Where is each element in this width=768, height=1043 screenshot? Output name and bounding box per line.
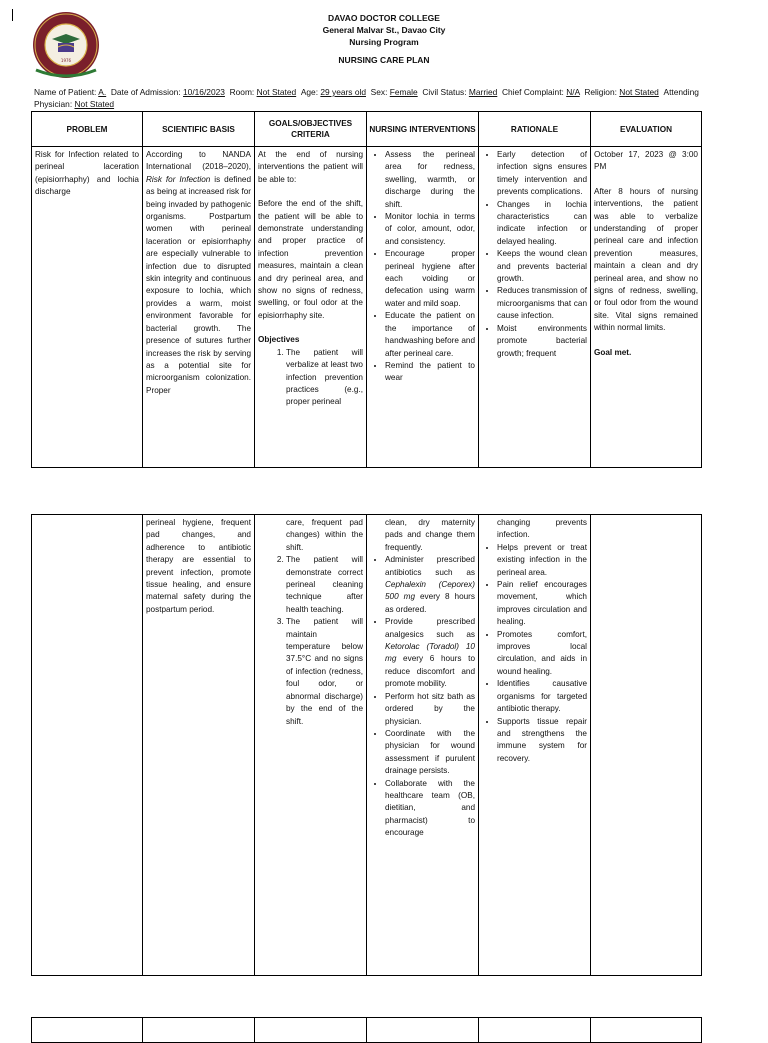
college-address: General Malvar St., Davao City [322, 25, 446, 35]
evaluation-text: After 8 hours of nursing interventions, the patient was able to verbalize understanding of proper perineal care and infection prevention measures, maintain a clean and dry perineal area, and show no signs of redness, swelling, or foul odor from the wound site. Vital signs remained within normal limits. [594, 186, 698, 333]
objective-3: 3. The patient will maintain temperature below 37.5°C and no signs of infection (redness, foul odor, or abnormal discharge) by the end of the shift. [286, 616, 363, 728]
evaluation-cell-cont [591, 515, 702, 976]
table-row [32, 147, 702, 468]
document-header [0, 12, 768, 66]
col-rationale: RATIONALE [479, 112, 591, 147]
care-plan-table-page3 [31, 1017, 702, 1043]
interventions-cell-cont [367, 515, 479, 976]
list-item: • Reduces transmission of microorganisms that can cause infection. [497, 285, 587, 322]
objective-2: 2. The patient will demonstrate correct perineal cleaning technique after health teaching. [286, 554, 363, 616]
complaint-label: Chief Complaint: [501, 87, 564, 97]
room-value: Not Stated [256, 87, 297, 97]
document-title: NURSING CARE PLAN [338, 55, 430, 65]
objective-1-cont: care, frequent pad changes) within the shift. [286, 518, 363, 552]
drug-name: Ketorolac (Toradol) 10 mg [385, 642, 475, 664]
list-item: • Moist environments promote bacterial growth; frequent [497, 323, 587, 360]
complaint-value: N/A [566, 87, 580, 97]
objectives-label: Objectives [258, 335, 300, 345]
program-name: Nursing Program [349, 37, 419, 47]
civil-status-value: Married [468, 87, 498, 97]
physician-value: Not Stated [74, 99, 115, 109]
basis-cell [143, 147, 255, 468]
list-item: • Early detection of infection signs ensures timely intervention and prevents complications. [497, 149, 587, 199]
table-header-row [32, 112, 702, 147]
list-item: • Identifies causative organisms for targeted antibiotic therapy. [497, 678, 587, 715]
intervention-text: Provide prescribed analgesics such as [385, 617, 475, 639]
list-item: • Pain relief encourages movement, which improves circulation and healing. [497, 579, 587, 629]
goal-main: Before the end of the shift, the patient will be able to demonstrate understanding and proper practice of infection prevention measures, maintain a clean and dry perineal area, and show no signs of redness, swelling, or foul odor at the episiorrhaphy site. [258, 199, 363, 320]
basis-italic: Risk for Infection [146, 174, 211, 184]
empty-cell [143, 1018, 255, 1043]
empty-cell [479, 1018, 591, 1043]
evaluation-cell [591, 147, 702, 468]
goal-intro: At the end of nursing interventions the patient will be able to: [258, 150, 363, 184]
list-item: • Coordinate with the physician for wound assessment if purulent drainage persists. [385, 728, 475, 778]
care-plan-table-page1 [31, 111, 702, 468]
intervention-text: every 8 hours as ordered. [385, 592, 475, 614]
care-plan-table-page2 [31, 514, 702, 976]
list-item: • Encourage proper perineal hygiene after each voiding or defecation using warm water and mild soap. [385, 248, 475, 310]
basis-text: According to NANDA International (2018–2020), [146, 150, 251, 172]
empty-cell [32, 1018, 143, 1043]
intervention-text: Administer prescribed antibiotics such as [385, 555, 475, 577]
age-label: Age: [300, 87, 319, 97]
list-item: • Supports tissue repair and strengthens the immune system for recovery. [497, 716, 587, 766]
col-evaluation: EVALUATION [591, 112, 702, 147]
table-row [32, 1018, 702, 1043]
name-label: Name of Patient: [34, 87, 97, 97]
list-item: • Perform hot sitz bath as ordered by the physician. [385, 691, 475, 728]
room-label: Room: [229, 87, 255, 97]
list-item [385, 616, 475, 690]
admission-date: 10/16/2023 [183, 87, 225, 97]
basis-cell-cont [143, 515, 255, 976]
list-item: • Monitor lochia in terms of color, amount, odor, and consistency. [385, 211, 475, 248]
basis-text-cont: perineal hygiene, frequent pad changes, and adherence to antibiotic therapy are essential to prevent infection, promote tissue healing, and ensure maternal safety during the postpartum period. [146, 518, 251, 614]
evaluation-date: October 17, 2023 @ 3:00 PM [594, 150, 698, 172]
rationale-cell-cont [479, 515, 591, 976]
list-item [385, 554, 475, 616]
problem-cell-cont [32, 515, 143, 976]
list-item: • Assess the perineal area for redness, swelling, warmth, or discharge during the shift. [385, 149, 475, 211]
sex-value: Female [389, 87, 418, 97]
problem-text: Risk for Infection related to perineal laceration (episiorrhaphy) and lochia discharge [35, 150, 139, 197]
patient-name: A. [98, 87, 107, 97]
problem-cell [32, 147, 143, 468]
civil-status-label: Civil Status: [422, 87, 467, 97]
age-value: 29 years old [320, 87, 366, 97]
svg-text:1976: 1976 [60, 58, 72, 63]
objective-1: 1. The patient will verbalize at least two infection prevention practices (e.g., proper perineal [286, 347, 363, 409]
drug-name: Cephalexin (Ceporex) 500 mg [385, 580, 475, 602]
list-item: • Educate the patient on the importance of handwashing before and after perineal care. [385, 310, 475, 360]
religion-value: Not Stated [619, 87, 659, 97]
col-goals: GOALS/OBJECTIVES CRITERIA [255, 112, 367, 147]
col-interventions: NURSING INTERVENTIONS [367, 112, 479, 147]
basis-text-cont: is defined as being at increased risk for being invaded by pathogenic organisms. Postpartum women with perineal laceration or episiorrhaphy are especially vulnerable to infection due to disrupted skin integrity and continuous exposure to lochia, which provides a warm, moist environment favorable for bacterial growth. The presence of sutures further increases the risk by serving as a potential site for microorganism colonization. Proper [146, 174, 251, 395]
list-item: • Collaborate with the healthcare team (OB, dietitian, and pharmacist) to encourage [385, 778, 475, 840]
list-item: • Remind the patient to wear [385, 360, 475, 385]
college-name: DAVAO DOCTOR COLLEGE [328, 13, 440, 23]
list-item: • Changes in lochia characteristics can indicate infection or delayed healing. [497, 199, 587, 249]
list-item: • Promotes comfort, improves local circulation, and aids in wound healing. [497, 629, 587, 679]
col-scientific-basis: SCIENTIFIC BASIS [143, 112, 255, 147]
table-row [32, 515, 702, 976]
empty-cell [367, 1018, 479, 1043]
empty-cell [255, 1018, 367, 1043]
list-item: • Keeps the wound clean and prevents bacterial growth. [497, 248, 587, 285]
physician-label: Attending Physician: [34, 87, 699, 109]
sex-label: Sex: [370, 87, 388, 97]
intervention-cont: clean, dry maternity pads and change them frequently. [385, 518, 475, 552]
rationale-cont: changing prevents infection. [497, 518, 587, 540]
empty-cell [591, 1018, 702, 1043]
patient-info [34, 86, 734, 110]
goals-cell [255, 147, 367, 468]
intervention-text: every 6 hours to reduce discomfort and promote mobility. [385, 654, 475, 689]
admission-label: Date of Admission: [110, 87, 181, 97]
evaluation-result: Goal met. [594, 347, 632, 357]
goals-cell-cont [255, 515, 367, 976]
list-item: • Helps prevent or treat existing infection in the perineal area. [497, 542, 587, 579]
col-problem: PROBLEM [32, 112, 143, 147]
interventions-cell [367, 147, 479, 468]
religion-label: Religion: [584, 87, 617, 97]
rationale-cell [479, 147, 591, 468]
